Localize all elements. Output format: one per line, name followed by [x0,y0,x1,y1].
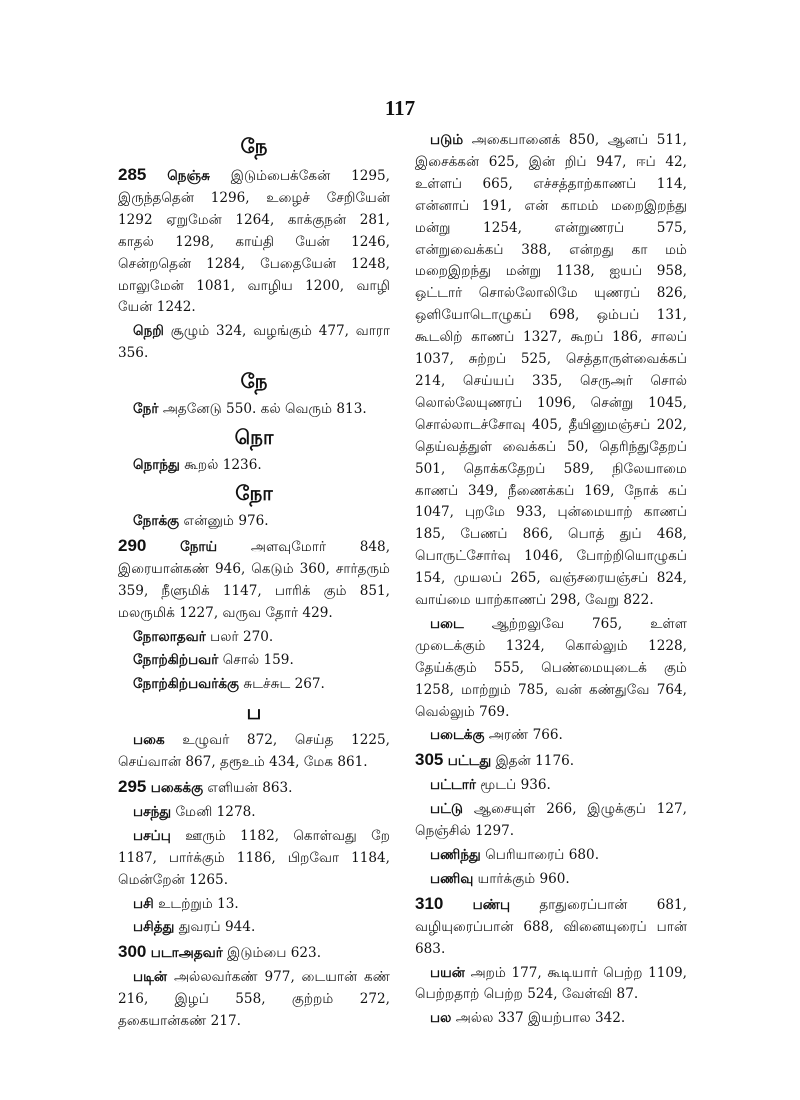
letter-heading: நோ [235,480,273,505]
index-entry [415,1008,687,1030]
entry-number: 310 [415,893,444,913]
entry-references: ஆற்றலுவே 765, உள்ள முடைக்கும் 1324, கொல்லும் 1228, தேய்க்கும் 555, பெண்மையுடைக் கும் 1258, மாற்றும் 785, வன் கண்துவே 764, வெல்லும் 769. [415,615,688,720]
index-entry [118,399,390,421]
entry-headword: பண்பு [472,896,511,913]
index-entry [415,130,687,612]
entry-references: இடும்பை 623. [227,945,322,962]
entry-references: சூழும் 324, வழங்கும் 477, வாரா 356. [118,323,390,362]
index-entry [415,893,687,961]
index-entry [415,845,687,867]
entry-headword: பசந்து [133,803,172,820]
entry-number: 295 [118,777,147,797]
index-entry [118,941,390,965]
index-entry [118,826,390,892]
entry-references: அரண் 766. [488,727,563,744]
letter-heading: ப [246,700,262,725]
index-entry [118,967,390,1033]
entry-references: பெரியாரைப் 680. [485,847,600,863]
entry-references: ஆசையுள் 266, இழுக்குப் 127, நெஞ்சில் 1297. [415,801,688,840]
letter-heading: நே [240,134,268,158]
entry-references: உடற்றும் 13. [158,895,239,912]
entry-headword: பகைக்கு [150,780,204,797]
entry-headword: படைக்கு [430,727,485,744]
entry-headword: நோக்கு [133,512,180,529]
entry-headword: பட்டார் [430,777,476,794]
index-entry [415,775,687,797]
index-entry [415,869,687,891]
right-column [415,130,687,1032]
entry-headword: பட்டது [447,753,492,770]
entry-number: 300 [118,942,147,962]
index-entry [118,917,390,939]
entry-headword: நெறி [133,323,164,340]
index-entry [118,776,390,800]
entry-references: இதன் 1176. [495,753,575,770]
entry-references: மேனி 1278. [175,803,256,820]
entry-headword: நெஞ்சு [167,168,210,184]
page-number: 117 [384,96,416,120]
entry-number: 285 [118,165,147,184]
entry-references: என்னும் 976. [183,512,269,529]
index-entry [415,614,687,724]
index-entry [415,799,687,843]
entry-headword: படும் [430,132,464,148]
entry-headword: படை [430,615,464,632]
entry-headword: நோய் [180,538,218,555]
index-entry [118,535,390,625]
index-entry [118,802,390,824]
left-column [118,130,390,1035]
entry-headword: நேர் [133,401,159,418]
entry-headword: பணிந்து [430,847,481,863]
entry-headword: படாஅதவர் [150,945,223,962]
entry-references: அறம் 177, கூடியார் பெற்ற 1109, பெற்றதாற் பெற்ற 524, வேள்வி 87. [415,964,687,1003]
entry-references: கூறல் 1236. [184,457,262,474]
index-entry [118,627,390,649]
entry-headword: பசப்பு [133,827,171,844]
entry-headword: பசித்து [133,919,175,936]
entry-references: மூடப் 936. [480,777,551,794]
index-entry [118,894,390,916]
entry-headword: நொந்து [133,457,180,474]
entry-references: யார்க்கும் 960. [477,870,570,887]
entry-references: ஊரும் 1182, கொள்வது றே 1187, பார்க்கும் 1186, பிறவோ 1184, மென்றேன் 1265. [118,827,391,888]
entry-references: சுடச்சுட 267. [243,676,325,693]
entry-headword: பயன் [430,964,465,981]
index-entry [415,963,687,1007]
entry-number: 290 [118,535,147,555]
index-entry [118,730,390,774]
index-entry [118,674,390,696]
entry-references: சொல் 159. [222,652,294,669]
entry-headword: படின் [133,969,168,986]
entry-headword: நோற்கிற்பவர் [133,652,219,669]
letter-heading: நொ [234,425,274,450]
entry-headword: பட்டு [430,801,464,818]
index-entry [118,650,390,672]
entry-number: 305 [415,750,444,770]
index-entry [118,321,390,365]
entry-references: அல்ல 337 இயற்பால 342. [455,1010,626,1027]
entry-headword: பணிவு [430,870,474,887]
entry-references: அல்லவர்கண் 977, டையான் கண் 216, இழப் 558, குற்றம் 272, தகையான்கண் 217. [118,969,390,1030]
entry-references: அளவுமோர் 848, இரையான்கண் 946, கெடும் 360, சார்தரும் 359, நீளுமிக் 1147, பாரிக் கும் 851, மலருமிக் 1227, வருவ தோர் 429. [118,538,391,621]
index-entry [415,725,687,747]
index-entry [415,749,687,773]
entry-headword: பகை [133,732,165,749]
index-entry [118,455,390,477]
entry-references: இடும்பைக்கேன் 1295, இருந்ததென் 1296, உழைச் சேறியேன் 1292 ஏறுமேன் 1264, காக்குநன் 281, காதல் 1298, காய்தி யேன் 1246, சென்றதென் 1284, பேதையேன் 1248, மாலுமேன் 1081, வாழிய 1200, வாழி யேன் 1242. [118,168,390,316]
entry-references: துவரப் 944. [178,919,256,936]
index-entry [118,511,390,533]
entry-headword: நோற்கிற்பவர்க்கு [133,676,240,693]
entry-references: தாதுரைப்பான் 681, வழியுரைப்பான் 688, வினையுரைப் பான் 683. [415,896,687,957]
entry-headword: நோலாதவர் [133,628,206,645]
entry-references: அதனேடு 550. கல் வெரும் 813. [162,401,367,418]
entry-headword: பல [430,1010,452,1027]
entry-references: பலர் 270. [210,628,274,645]
entry-references: எளியன் 863. [207,780,293,797]
entry-references: அகைபானைக் 850, ஆனப் 511, இசைக்கன் 625, இன் றிப் 947, ஈப் 42, உள்ளப் 665, எச்சத்தாற்காணப் 114, என்னாப் 191, என் காமம் மறைஇறந்து மன்று 1254, என்றுணரப் 575, என்றுவைக்கப் 388, என்றது கா மம் மறைஇறந்து மன்று 1138, ஐயப் 958, ஒட்டார் சொல்லோலிமே யுணரப் 826, ஒளியோடொழுகப் 698, ஒம்பப் 131, கூடலிற் காணப் 1327, கூறப் 186, சாலப் 1037, சுற்றப் 525, செத்தாருள்வைக்கப் 214, செய்யப் 335, செருஅர் சொல் லொல்லேயுணரப் 1096, சென்று 1045, சொல்லாடச்சோவு 405, தீயினுமஞ்சப் 202, தெய்வத்துள் வைக்கப் 50, தெரிந்துதேறப் 501, தொக்கதேறப் 589, நிலேயாமை காணப் 349, நீணைக்கப் 169, நோக் கப் 1047, புறமே 933, புன்மையாற் காணப் 185, பேணப் 866, பொத் துப் 468, பொருட்சோர்வு 1046, போற்றியொழுகப் 154, முயலப் 265, வஞ்சரையஞ்சப் 824, வாய்மை யாற்காணப் 298, வேறு 822. [415,132,687,609]
entry-references: உழுவர் 872, செய்த 1225, செய்வான் 867, தரூஉம் 434, மேக 861. [118,732,390,771]
index-entry [118,164,390,319]
entry-headword: பசி [133,895,154,912]
letter-heading: நே [240,369,268,394]
